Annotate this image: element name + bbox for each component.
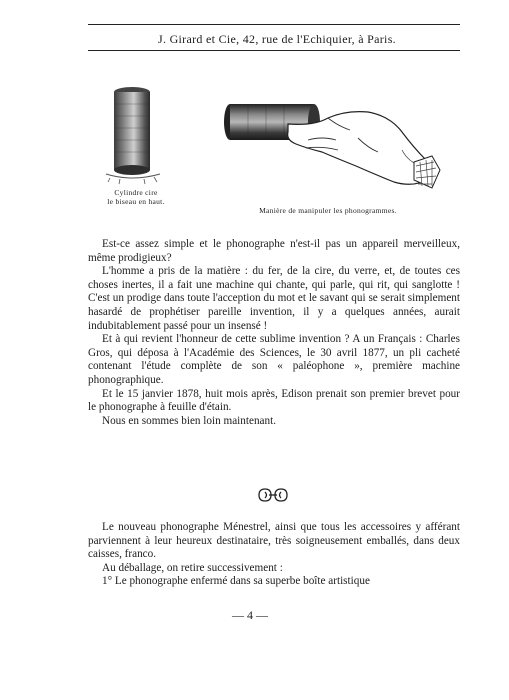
decorative-ornament-icon (256, 487, 290, 503)
body-section-1 (88, 238, 460, 428)
page-number: — 4 — (232, 608, 268, 622)
header-rule-bottom (88, 50, 460, 51)
header-text: J. Girard et Cie, 42, rue de l'Echiquier, à Paris. (158, 32, 396, 46)
figure-caption-right: Manière de manipuler les phonogrammes. (259, 206, 397, 215)
figure-caption-left (96, 188, 176, 206)
paragraph: L'homme a pris de la matière : du fer, de la cire, du verre, et, de toutes ces choses inertes, il a fait une machine qui chante, qui parle, qui rit, qui sanglotte ! C'est un prodige dans toute l'acception du mot et le savant qui se serait simplement hasardé de prophétiser pareille invention, il y a quelques années, aurait indubitablement passé pour un insensé ! (88, 265, 460, 332)
paragraph: 1° Le phonographe enfermé dans sa superbe boîte artistique (102, 575, 370, 588)
paragraph: Au déballage, on retire successivement : (102, 561, 283, 574)
header-rule-top (88, 24, 460, 25)
caption-left-line2: le biseau en haut. (107, 197, 165, 206)
paragraph: Le nouveau phonographe Ménestrel, ainsi que tous les accessoires y afférant parviennent à leur heureux destinataire, très soigneusement emballés, dans deux caisses, franco. (88, 521, 460, 561)
paragraph: Nous en sommes bien loin maintenant. (102, 414, 277, 427)
paragraph: Est-ce assez simple et le phonographe n'est-il pas un appareil merveilleux, même prodigieux? (88, 238, 460, 264)
paragraph: Et le 15 janvier 1878, huit mois après, Edison prenait son premier brevet pour le phonographe à feuille d'étain. (88, 387, 460, 414)
wax-cylinder-illustration (100, 82, 170, 186)
caption-left-line1: Cylindre cire (114, 188, 158, 197)
body-section-2 (88, 521, 460, 589)
hand-holding-cylinder-illustration (218, 96, 442, 200)
paragraph: Et à qui revient l'honneur de cette sublime invention ? A un Français : Charles Gros, qui déposa à l'Académie des Sciences, le 30 avril 1877, un pli cacheté contenant l'étude complète de son « paléophone », première machine phonographique. (88, 333, 460, 386)
